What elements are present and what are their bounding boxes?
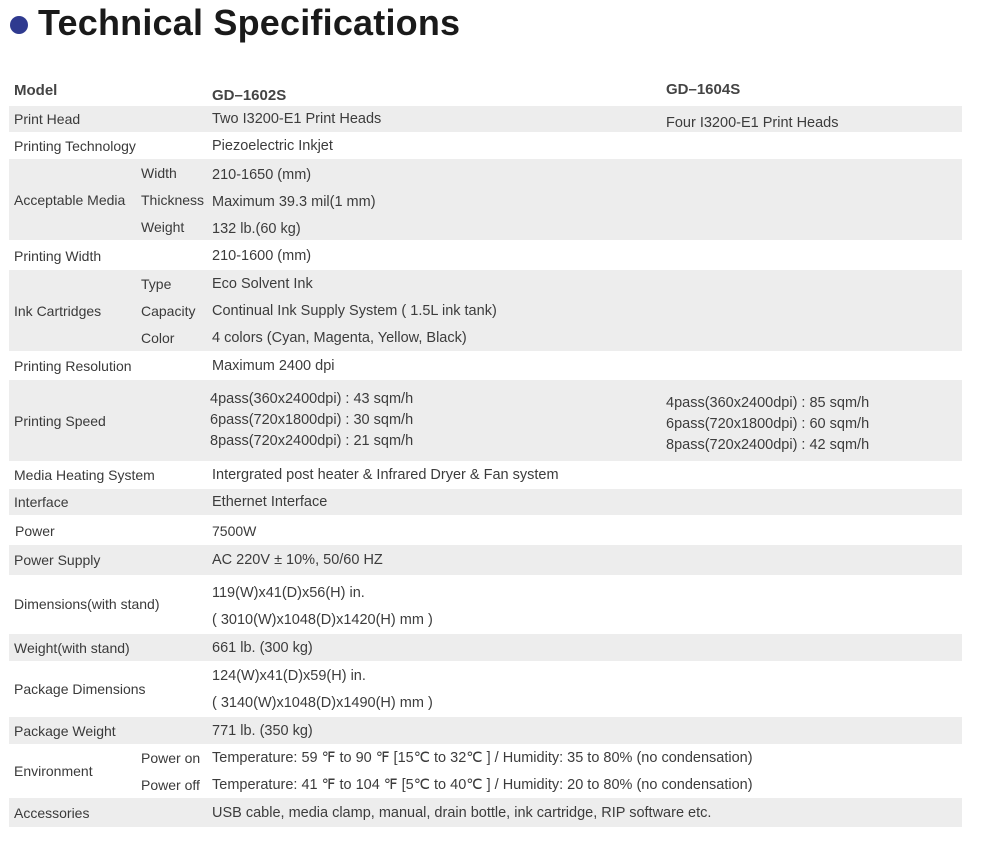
sub-label: Thickness xyxy=(141,191,205,208)
table-row xyxy=(9,489,962,515)
interface-value: Ethernet Interface xyxy=(212,494,328,510)
table-row xyxy=(9,270,962,351)
speed-line: 8pass(720x2400dpi) : 42 sqm/h xyxy=(666,437,870,453)
table-row xyxy=(9,159,962,240)
title-bullet-icon xyxy=(10,16,28,34)
sub-label: Power off xyxy=(141,776,200,793)
speed-line: 6pass(720x1800dpi) : 30 sqm/h xyxy=(210,412,414,428)
media-width-value: 210-1650 (mm) xyxy=(212,166,312,183)
environment-on-value: Temperature: 59 ℉ to 90 ℉ [15℃ to 32℃ ] / Humidity: 35 to 80% (no condensation) xyxy=(212,749,753,766)
media-thickness-value: Maximum 39.3 mil(1 mm) xyxy=(212,193,376,210)
power-supply-value: AC 220V ± 10%, 50/60 HZ xyxy=(212,552,383,568)
row-label: Dimensions(with stand) xyxy=(14,596,160,612)
row-label: Print Head xyxy=(14,111,81,127)
table-row xyxy=(9,380,962,461)
dimensions-line: 119(W)x41(D)x56(H) in. xyxy=(212,584,365,601)
row-label: Package Weight xyxy=(14,722,116,739)
speed-line: 8pass(720x2400dpi) : 21 sqm/h xyxy=(210,433,414,449)
sub-label: Width xyxy=(141,164,177,181)
model-label: Model xyxy=(14,82,58,99)
row-label: Package Dimensions xyxy=(14,681,146,697)
row-label: Interface xyxy=(14,494,69,510)
printing-width-value: 210-1600 (mm) xyxy=(212,247,312,264)
package-dimensions-line: 124(W)x41(D)x59(H) in. xyxy=(212,667,366,684)
printing-speed-b xyxy=(666,380,869,465)
table-row xyxy=(9,634,962,661)
table-row xyxy=(9,132,962,159)
table-row xyxy=(9,576,962,632)
row-label: Weight(with stand) xyxy=(14,639,130,656)
row-label: Power Supply xyxy=(14,552,101,568)
table-header-row xyxy=(9,77,962,104)
table-row xyxy=(9,106,962,132)
table-row xyxy=(9,744,962,798)
dimensions-line: ( 3010(W)x1048(D)x1420(H) mm ) xyxy=(212,611,433,628)
speed-line: 4pass(360x2400dpi) : 43 sqm/h xyxy=(210,391,414,407)
table-row xyxy=(9,545,962,575)
row-label: Printing Width xyxy=(14,247,102,264)
print-head-a: Two I3200-E1 Print Heads xyxy=(212,111,382,127)
page-title-row xyxy=(10,0,460,46)
speed-line: 6pass(720x1800dpi) : 60 sqm/h xyxy=(666,416,870,432)
page-title: Technical Specifications xyxy=(38,2,461,43)
printing-speed-a xyxy=(210,380,413,461)
media-heating-value: Intergrated post heater & Infrared Dryer & Fan system xyxy=(212,467,559,483)
row-label: Environment xyxy=(14,763,93,779)
row-label: Printing Speed xyxy=(14,412,106,429)
package-weight-value: 771 lb. (350 kg) xyxy=(212,722,313,739)
table-row xyxy=(9,517,962,545)
sub-label: Capacity xyxy=(141,302,196,319)
table-row xyxy=(9,352,962,379)
printing-resolution-value: Maximum 2400 dpi xyxy=(212,357,335,374)
row-label: Power xyxy=(15,523,55,539)
ink-capacity-value: Continual Ink Supply System ( 1.5L ink tank) xyxy=(212,302,497,319)
model-a: GD–1602S xyxy=(212,87,287,104)
row-label: Media Heating System xyxy=(14,467,155,483)
sub-label: Power on xyxy=(141,749,201,766)
model-b: GD–1604S xyxy=(666,81,741,98)
accessories-value: USB cable, media clamp, manual, drain bottle, ink cartridge, RIP software etc. xyxy=(212,804,712,821)
print-head-b: Four I3200-E1 Print Heads xyxy=(666,115,839,131)
table-row xyxy=(9,717,962,744)
printing-technology-value: Piezoelectric Inkjet xyxy=(212,137,333,154)
power-value: 7500W xyxy=(212,523,257,539)
table-row xyxy=(9,798,962,827)
table-row xyxy=(9,461,962,489)
row-label: Printing Resolution xyxy=(14,357,132,374)
environment-off-value: Temperature: 41 ℉ to 104 ℉ [5℃ to 40℃ ] / Humidity: 20 to 80% (no condensation) xyxy=(212,776,753,793)
sub-label: Weight xyxy=(141,218,185,235)
sub-label: Type xyxy=(141,275,172,292)
ink-color-value: 4 colors (Cyan, Magenta, Yellow, Black) xyxy=(212,329,467,346)
table-row xyxy=(9,662,962,716)
sub-label: Color xyxy=(141,329,175,346)
row-label: Printing Technology xyxy=(14,137,136,154)
table-row xyxy=(9,242,962,269)
speed-line: 4pass(360x2400dpi) : 85 sqm/h xyxy=(666,395,870,411)
package-dimensions-line: ( 3140(W)x1048(D)x1490(H) mm ) xyxy=(212,694,433,711)
row-label: Accessories xyxy=(14,804,90,821)
ink-type-value: Eco Solvent Ink xyxy=(212,275,313,292)
row-label: Ink Cartridges xyxy=(14,302,102,319)
row-label: Acceptable Media xyxy=(14,191,126,208)
media-weight-value: 132 lb.(60 kg) xyxy=(212,220,301,237)
weight-stand-value: 661 lb. (300 kg) xyxy=(212,639,313,656)
